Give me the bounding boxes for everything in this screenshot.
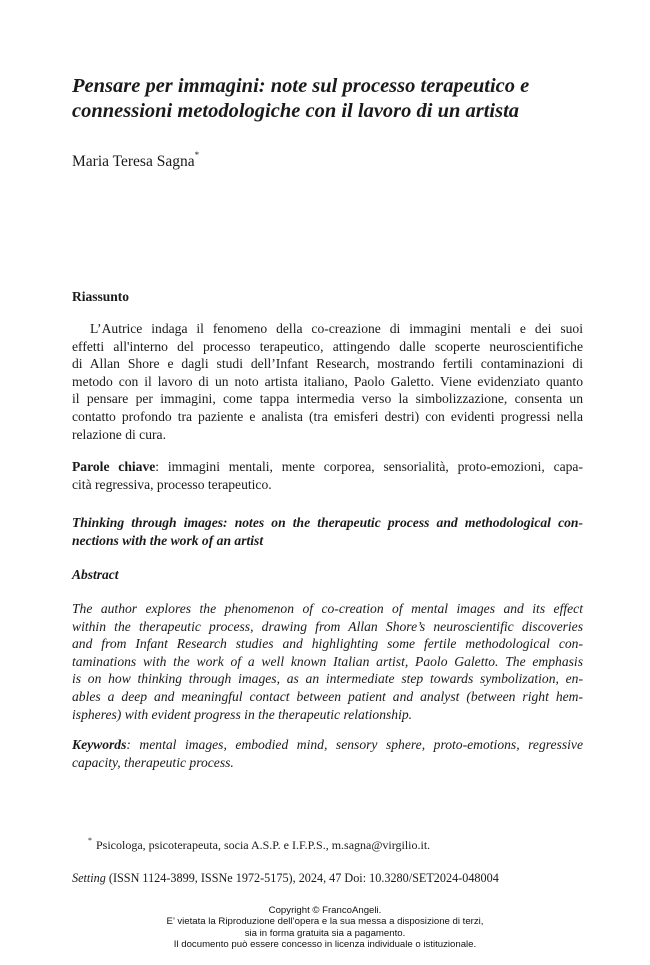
copyright-line: sia in forma gratuita sia a pagamento. — [244, 927, 406, 939]
journal-citation — [72, 870, 499, 886]
riassunto-line: effetti all'interno del processo terapeutico, attingendo dalle scoperte neuroscientifiche — [72, 338, 583, 354]
riassunto-paragraph — [72, 320, 583, 443]
abstract-heading: Abstract — [72, 567, 119, 582]
footnote-text: Psicologa, psicoterapeuta, socia A.S.P. e I.F.P.S., m.sagna@virgilio.it. — [96, 838, 431, 852]
riassunto-heading: Riassunto — [72, 289, 130, 304]
copyright-notice — [0, 905, 650, 951]
keywords-label: Keywords — [72, 737, 127, 752]
abstract-paragraph — [72, 600, 583, 723]
copyright-line: E’ vietata la Riproduzione dell’opera e la sua messa a disposizione di terzi, — [166, 916, 484, 928]
parole-chiave-text-1: : immagini mentali, mente corporea, sensorialità, proto-emozioni, capa- — [155, 459, 583, 474]
english-title-line-1: Thinking through images: notes on the therapeutic process and methodological con- — [72, 515, 583, 530]
abstract-line: The author explores the phenomenon of co-creation of mental images and its effect — [72, 601, 583, 616]
english-title — [72, 514, 583, 549]
copyright-line: Copyright © FrancoAngeli. — [268, 905, 382, 916]
parole-chiave-label: Parole chiave — [72, 459, 156, 474]
parole-chiave-paragraph — [72, 458, 583, 493]
keywords-paragraph — [72, 736, 583, 771]
parole-chiave-line-1 — [72, 458, 583, 476]
riassunto-line: contatto profondo tra paziente e analista (tra emisferi destri) con evidenti progressi nella — [72, 408, 583, 424]
article-title — [72, 74, 602, 124]
riassunto-line: di Allan Shore e dagli studi dell’Infant Research, mostrando fertili contaminazioni di — [72, 356, 583, 372]
keywords-line-1 — [72, 736, 583, 754]
abstract-line: is on how thinking through images, as an intermediate step towards symbolization, en- — [72, 671, 583, 687]
riassunto-line: L’Autrice indaga il fenomeno della co-creazione di immagini mentali e dei suoi — [90, 321, 583, 336]
abstract-line: ables a deep and meaningful contact between patient and analyst (between right hem- — [72, 688, 583, 704]
riassunto-line: metodo con il lavoro di un noto artista italiano, Paolo Galetto. Viene evidenziato quanto — [72, 373, 583, 389]
copyright-line: Il documento può essere concesso in licenza individuale o istituzionale. — [173, 939, 477, 951]
keywords-text-2: capacity, therapeutic process. — [72, 754, 234, 770]
abstract-line: within the therapeutic process, drawing from Allan Shore’s neuroscientific discoveries — [72, 618, 583, 634]
english-title-line-2: nections with the work of an artist — [72, 532, 264, 548]
journal-name: Setting — [72, 871, 106, 885]
author-name — [72, 147, 199, 172]
abstract-line: taminations with the work of a well known Italian artist, Paolo Galetto. The emphasis — [72, 653, 583, 669]
abstract-line: and from Infant Research studies and highlighting some fertile methodological con- — [72, 636, 583, 652]
parole-chiave-text-2: cità regressiva, processo terapeutico. — [72, 476, 272, 492]
article-title-line-2: connessioni metodologiche con il lavoro di un artista — [72, 100, 520, 122]
article-title-line-1: Pensare per immagini: note sul processo terapeutico e — [72, 75, 530, 97]
footnote-marker: * — [88, 836, 92, 845]
citation-details: (ISSN 1124-3899, ISSNe 1972-5175), 2024, 47 Doi: 10.3280/SET2024-048004 — [105, 871, 499, 885]
riassunto-line: il pensare per immagini, come tappa intermedia verso la simbolizzazione, consenta un — [72, 391, 583, 407]
keywords-text-1: : mental images, embodied mind, sensory sphere, proto-emotions, regressive — [126, 737, 583, 752]
author-footnote — [88, 834, 430, 853]
author-text: Maria Teresa Sagna — [72, 153, 195, 171]
author-footnote-marker[interactable]: * — [194, 150, 200, 160]
abstract-line: ispheres) with evident progress in the therapeutic relationship. — [72, 706, 413, 722]
riassunto-line: relazione di cura. — [72, 426, 166, 442]
